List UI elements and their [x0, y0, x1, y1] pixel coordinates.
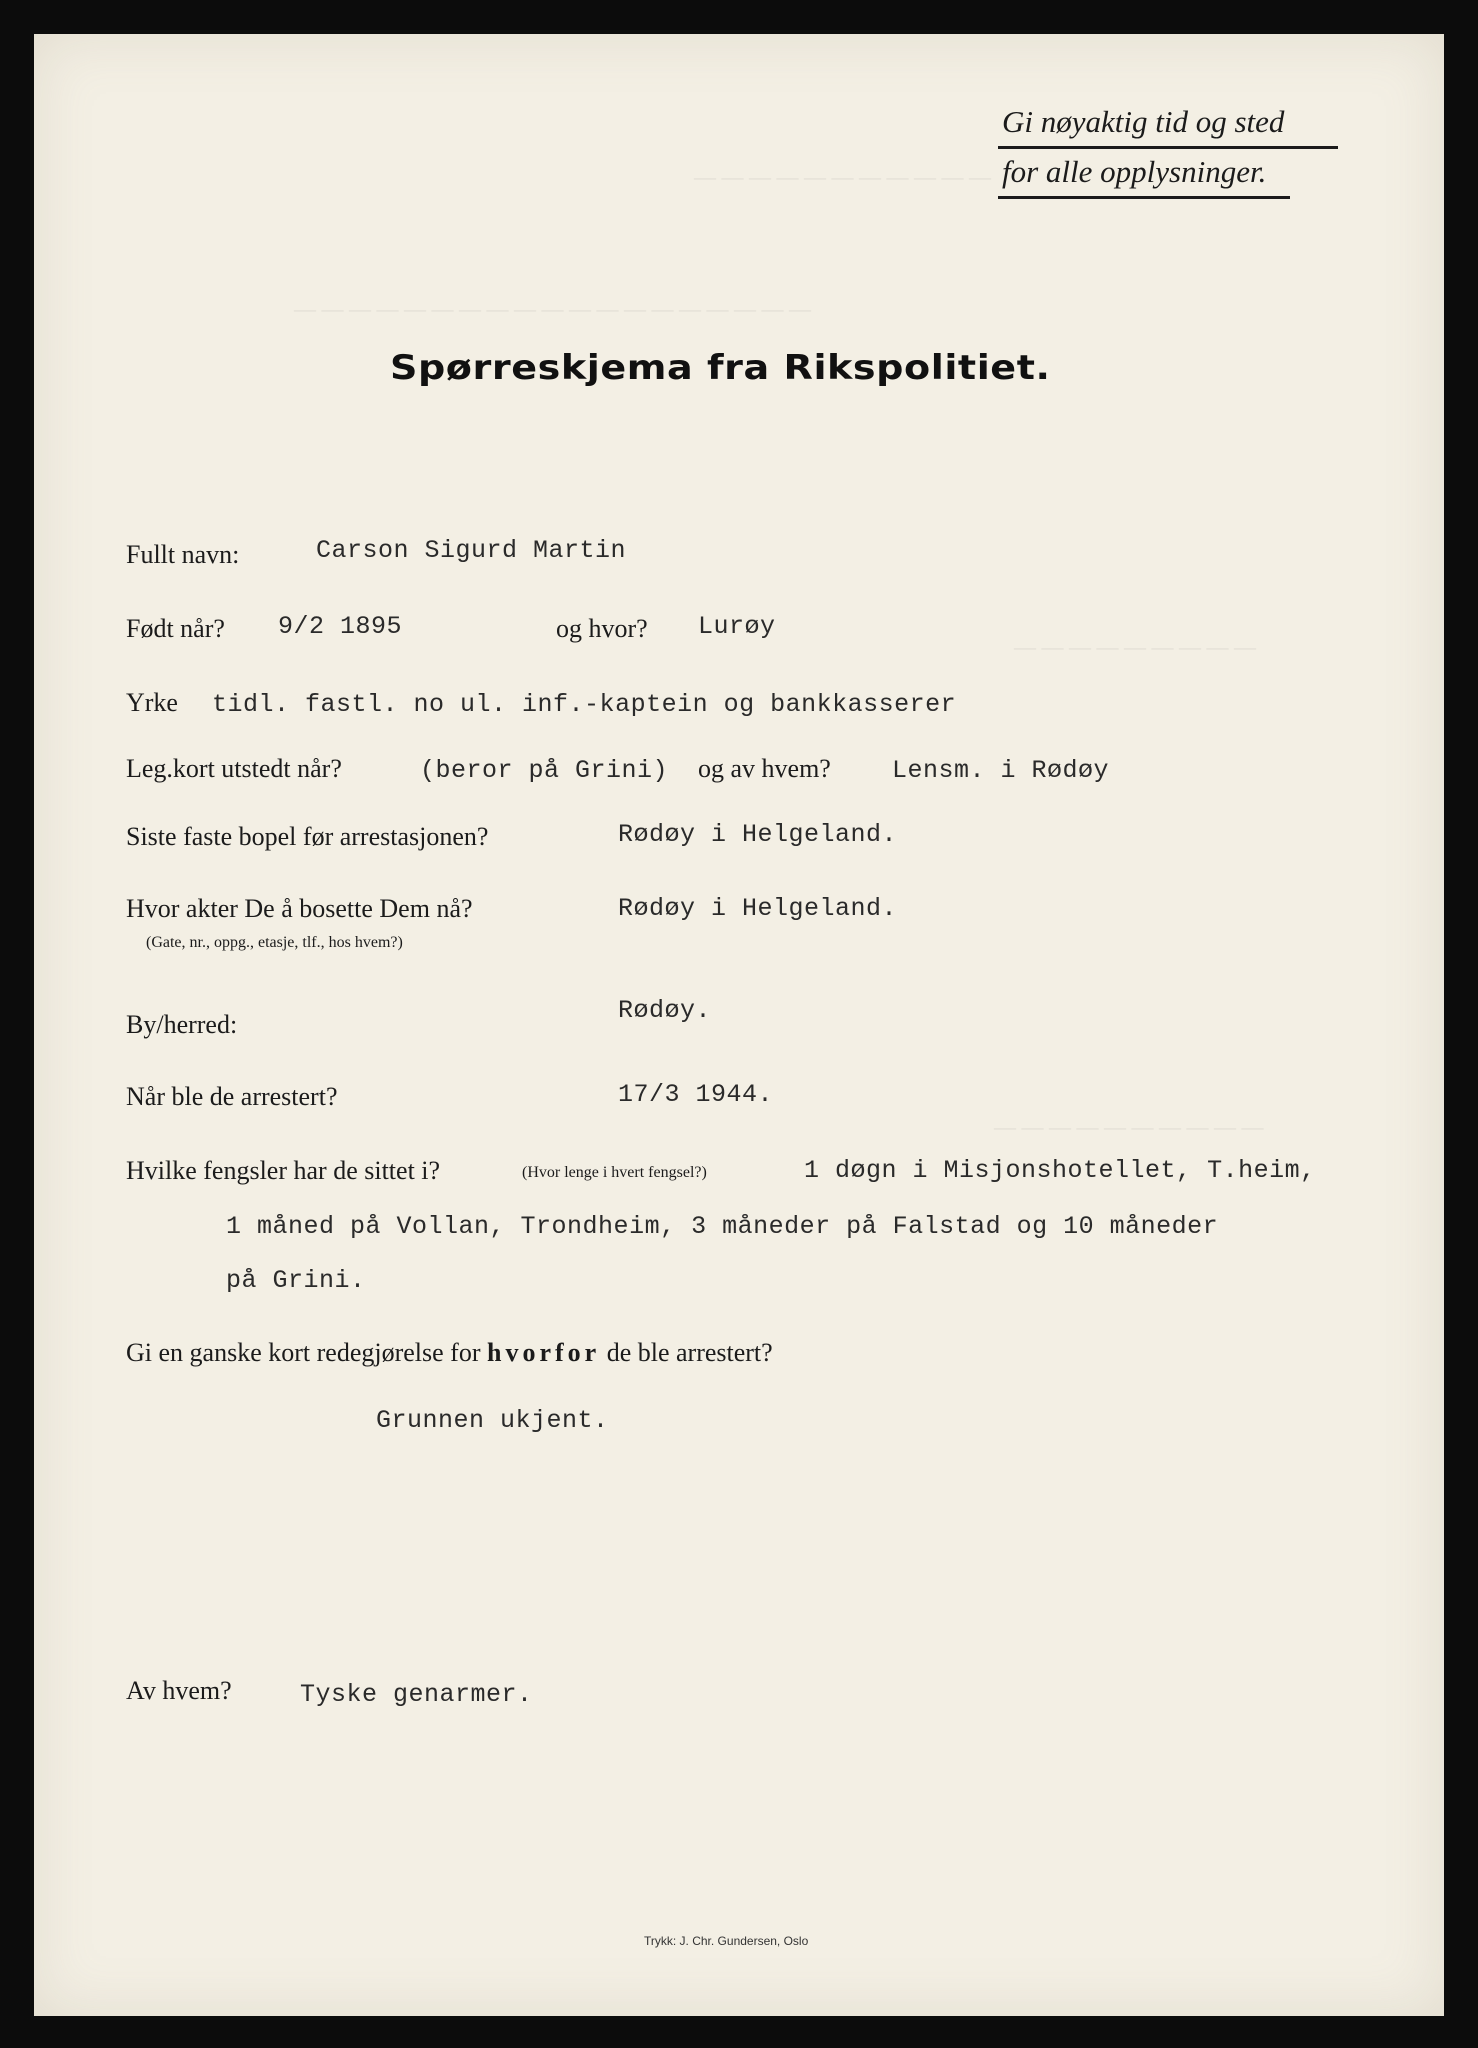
questionnaire-page: [34, 34, 1444, 2016]
prisons-value-line3: på Grini.: [226, 1266, 366, 1295]
born-when-label: Født når?: [126, 614, 225, 643]
id-card-when-value: (beror på Grini): [420, 756, 669, 785]
prisons-value-line1: 1 døgn i Misjonshotellet, T.heim,: [804, 1156, 1316, 1185]
bleed-through-text: — — — — — — — — —: [1014, 634, 1256, 659]
header-underline-1: [998, 146, 1338, 149]
municipality-value: Rødøy.: [618, 996, 712, 1025]
header-underline-2: [998, 196, 1290, 199]
prisons-hint: (Hvor lenge i hvert fengsel?): [522, 1164, 707, 1181]
form-title: Spørreskjema fra Rikspolitiet.: [390, 348, 1051, 388]
prisons-value-line2: 1 måned på Vollan, Trondheim, 3 måneder på Falstad og 10 måneder: [226, 1212, 1219, 1241]
intended-residence-hint: (Gate, nr., oppg., etasje, tlf., hos hvem?): [146, 934, 403, 951]
bleed-through-text: — — — — — — — — — — —: [694, 164, 991, 189]
prisons-label: Hvilke fengsler har de sittet i?: [126, 1156, 441, 1185]
bleed-through-text: — — — — — — — — — —: [994, 1114, 1264, 1139]
municipality-label: By/herred:: [126, 1010, 238, 1039]
occupation-label: Yrke: [126, 688, 178, 717]
id-card-by-value: Lensm. i Rødøy: [892, 756, 1110, 785]
intended-residence-label: Hvor akter De å bosette Dem nå?: [126, 894, 473, 923]
header-note-line1: Gi nøyaktig tid og sted: [1002, 104, 1285, 139]
arrested-by-label: Av hvem?: [126, 1676, 232, 1705]
arrest-date-value: 17/3 1944.: [618, 1080, 774, 1109]
header-note-line2: for alle opplysninger.: [1002, 154, 1267, 189]
born-when-value: 9/2 1895: [278, 612, 403, 641]
id-card-by-label: og av hvem?: [698, 754, 831, 783]
last-residence-value: Rødøy i Helgeland.: [618, 820, 898, 849]
intended-residence-value: Rødøy i Helgeland.: [618, 894, 898, 923]
reason-label-emphasis: hvorfor: [486, 1338, 601, 1367]
reason-label: [126, 1338, 773, 1368]
full-name-label: Fullt navn:: [126, 540, 240, 569]
occupation-value: tidl. fastl. no ul. inf.-kaptein og bankkasserer: [212, 690, 957, 719]
reason-value: Grunnen ukjent.: [376, 1406, 609, 1435]
born-where-label: og hvor?: [556, 614, 648, 643]
reason-label-after: de ble arrestert?: [606, 1338, 773, 1367]
id-card-when-label: Leg.kort utstedt når?: [126, 754, 342, 783]
printer-credit: Trykk: J. Chr. Gundersen, Oslo: [644, 1934, 809, 1948]
full-name-value: Carson Sigurd Martin: [316, 536, 627, 565]
last-residence-label: Siste faste bopel før arrestasjonen?: [126, 822, 489, 851]
arrest-date-label: Når ble de arrestert?: [126, 1082, 338, 1111]
bleed-through-text: — — — — — — — — — — — — — — — — — — —: [294, 296, 811, 321]
born-where-value: Lurøy: [698, 612, 776, 641]
arrested-by-value: Tyske genarmer.: [300, 1680, 533, 1709]
reason-label-before: Gi en ganske kort redegjørelse for: [126, 1338, 481, 1367]
